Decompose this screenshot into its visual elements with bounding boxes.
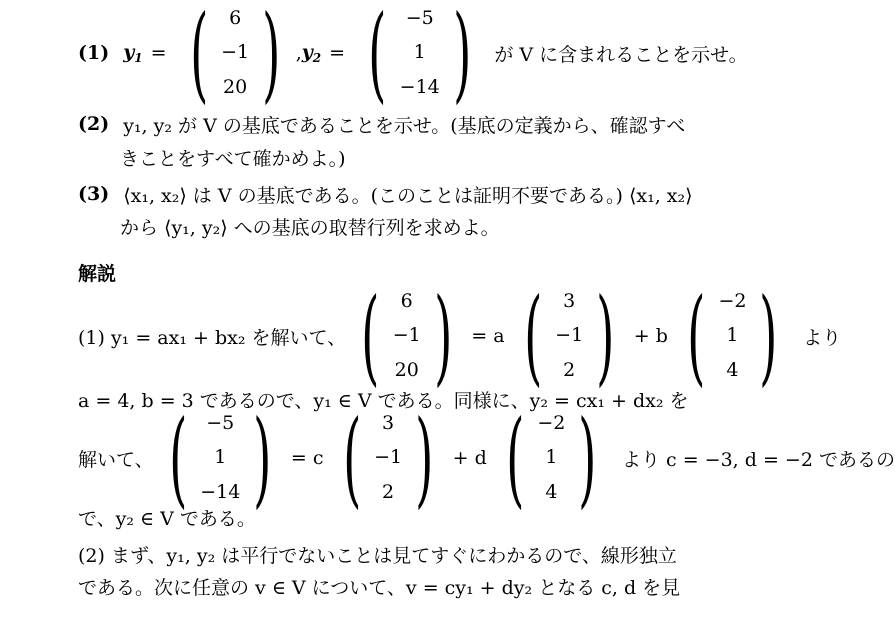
matrix-x1: ( 3 −1 2 ) xyxy=(523,275,615,397)
matrix-entry: 2 xyxy=(563,359,576,382)
matrix-entry: −2 xyxy=(718,289,747,312)
question-3-line1: ⟨x₁, x₂⟩ は V の基底である。(このことは証明不要である。) ⟨x₁, x₂⟩ xyxy=(123,184,693,207)
matrix-entry: 3 xyxy=(382,411,395,434)
matrix-entry: −1 xyxy=(392,324,421,347)
solution-2-row2: である。次に任意の v ∈ V について、v = cy₁ + dy₂ となる c, d を見 xyxy=(78,576,681,599)
vector-y2: $y_2$ xyxy=(301,41,322,65)
plus-d: + d xyxy=(452,447,487,469)
question-2-line2: きことをすべて確かめよ。) xyxy=(120,147,346,170)
matrix-a: ( 6 −1 20 ) xyxy=(361,275,453,397)
equals-sign: = xyxy=(329,42,346,64)
yori-text: より xyxy=(803,326,842,349)
question-2 xyxy=(78,110,685,138)
solution-1-lead: (1) y₁ = ax₁ + bx₂ を解いて、 xyxy=(78,326,347,349)
matrix-entry: −5 xyxy=(206,411,235,434)
matrix-x2: ( −2 1 4 ) xyxy=(687,275,778,397)
question-1-text: が V に含まれることを示せ。 xyxy=(494,43,748,66)
section-heading: 解説 xyxy=(78,262,117,285)
matrix-entry: −5 xyxy=(405,6,434,29)
matrix-entry: 3 xyxy=(563,289,576,312)
question-1 xyxy=(78,0,748,114)
matrix-entry: 6 xyxy=(229,6,242,29)
plus-b: + b xyxy=(633,325,668,347)
question-3-line2: から ⟨y₁, y₂⟩ への基底の取替行列を求めよ。 xyxy=(120,216,500,239)
question-2-cont xyxy=(120,143,346,171)
question-number: (1) xyxy=(78,42,110,64)
solution-1-lead3: 解いて、 xyxy=(78,448,154,471)
equals-sign: = xyxy=(150,42,167,64)
matrix-entry: 20 xyxy=(223,76,248,99)
matrix-x2-sol: ( −2 1 4 ) xyxy=(505,397,597,519)
matrix-entry: −14 xyxy=(200,481,241,504)
matrix-y1: ( 6 −1 20 ) xyxy=(189,0,281,114)
question-2-line1: y₁, y₂ が V の基底であることを示せ。(基底の定義から、確認すべ xyxy=(123,114,686,137)
matrix-entry: 1 xyxy=(214,446,227,469)
question-3 xyxy=(78,180,693,208)
question-number: (2) xyxy=(78,113,110,135)
matrix-entry: 4 xyxy=(545,481,558,504)
vector-y1: $y_1$ xyxy=(123,41,143,65)
question-number: (3) xyxy=(78,183,110,205)
solution-1-row4: で、y₂ ∈ V である。 xyxy=(78,507,256,530)
matrix-entry: 1 xyxy=(413,41,426,64)
question-3-cont xyxy=(120,212,500,240)
matrix-entry: 1 xyxy=(545,446,558,469)
matrix-y2-sol: ( −5 1 −14 ) xyxy=(168,397,272,519)
matrix-entry: −1 xyxy=(221,41,250,64)
matrix-y2: ( −5 1 −14 ) xyxy=(368,0,472,114)
matrix-x1-sol: ( 3 −1 2 ) xyxy=(342,397,434,519)
matrix-entry: 1 xyxy=(726,324,739,347)
solution-2-row1: (2) まず、y₁, y₂ は平行でないことは見てすぐにわかるので、線形独立 xyxy=(78,544,677,567)
equals-c: = c xyxy=(290,447,324,469)
solution-1-row1 xyxy=(78,275,842,397)
solution-1-row2: a = 4, b = 3 であるので、y₁ ∈ V である。同様に、y₂ = cx₁ + dx₂ を xyxy=(78,389,689,412)
comma: , xyxy=(295,42,302,64)
matrix-entry: −2 xyxy=(537,411,566,434)
matrix-entry: 20 xyxy=(394,359,419,382)
solution-1-tail3: より c = −3, d = −2 であるの xyxy=(621,448,895,471)
matrix-entry: 2 xyxy=(382,481,395,504)
matrix-entry: 6 xyxy=(400,289,413,312)
matrix-entry: 4 xyxy=(726,359,739,382)
equals-a: = a xyxy=(471,325,505,347)
matrix-entry: −1 xyxy=(555,324,584,347)
matrix-entry: −14 xyxy=(399,76,440,99)
matrix-entry: −1 xyxy=(374,446,403,469)
